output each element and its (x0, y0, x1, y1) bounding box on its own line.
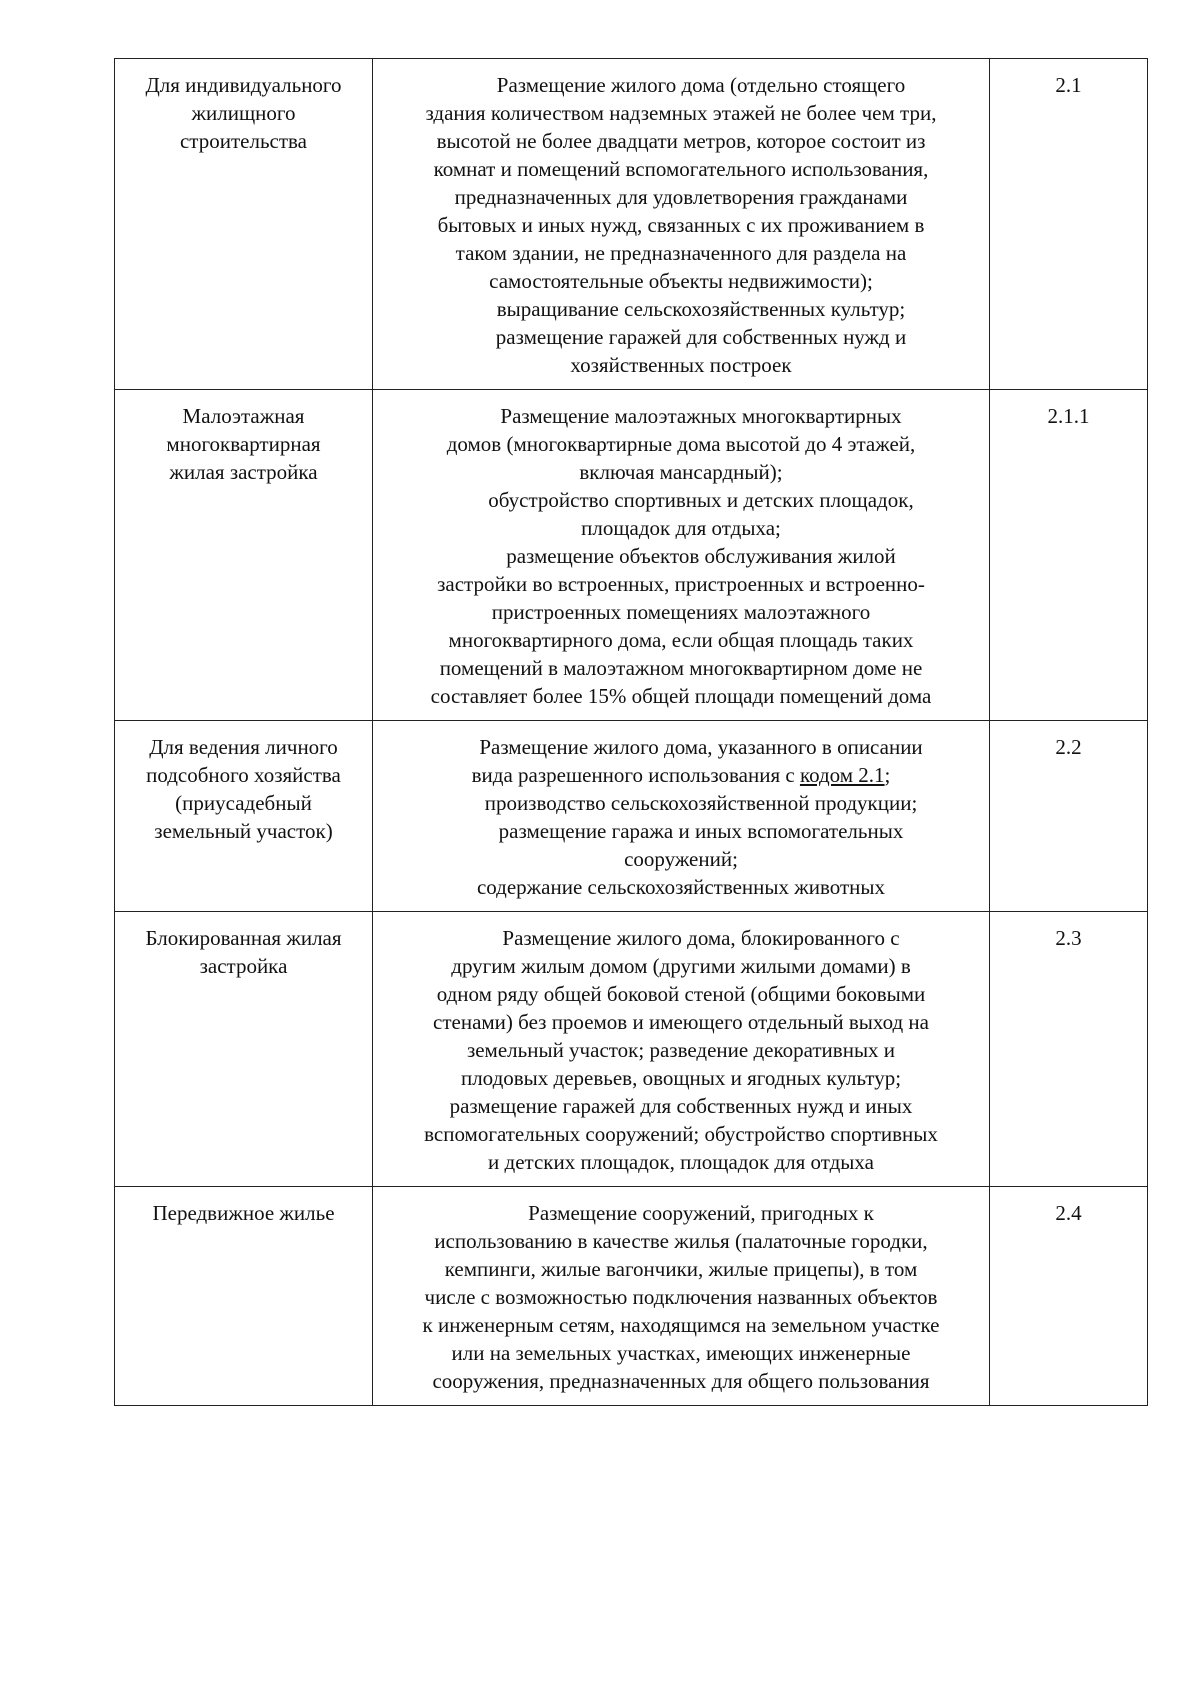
description-line: предназначенных для удовлетворения гражданами (454, 185, 908, 209)
description-line: земельный участок; разведение декоративных и (466, 1038, 896, 1062)
use-description (373, 912, 990, 1187)
description-line: производство сельскохозяйственной продукции; (484, 791, 918, 815)
description-text: вида разрешенного использования с (471, 763, 800, 787)
description-line: бытовых и иных нужд, связанных с их проживанием в (437, 213, 925, 237)
table-row (115, 390, 1148, 721)
use-code: 2.4 (990, 1187, 1148, 1406)
description-line: застройки во встроенных, пристроенных и встроенно- (437, 572, 925, 596)
description-line: включая мансардный); (579, 460, 783, 484)
description-line: числе с возможностью подключения названных объектов (424, 1285, 938, 1309)
description-line: таком здании, не предназначенного для раздела на (455, 241, 907, 265)
description-line: Размещение малоэтажных многоквартирных (500, 404, 902, 428)
use-description (373, 1187, 990, 1406)
description-line: использованию в качестве жилья (палаточные городки, (434, 1229, 928, 1253)
name-line: Передвижное жилье (152, 1201, 335, 1225)
code-reference-link[interactable]: кодом 2.1 (799, 763, 885, 787)
description-line: многоквартирного дома, если общая площадь таких (448, 628, 914, 652)
use-code: 2.2 (990, 721, 1148, 912)
description-line: другим жилым домом (другими жилыми домами) в (451, 954, 911, 978)
use-description (373, 721, 990, 912)
name-line: подсобного хозяйства (146, 763, 341, 787)
description-line: Размещение сооружений, пригодных к (528, 1201, 874, 1225)
description-line: сооружений; (624, 847, 738, 871)
table-row (115, 1187, 1148, 1406)
description-line: размещение гаражей для собственных нужд и (495, 325, 907, 349)
use-code: 2.3 (990, 912, 1148, 1187)
use-code: 2.1 (990, 59, 1148, 390)
use-type-name (115, 1187, 373, 1406)
description-line: одном ряду общей боковой стеной (общими боковыми (436, 982, 926, 1006)
table-row (115, 59, 1148, 390)
table-row (115, 721, 1148, 912)
description-line: Размещение жилого дома, указанного в описании (479, 735, 923, 759)
description-line: домов (многоквартирные дома высотой до 4 этажей, (446, 432, 916, 456)
use-description (373, 59, 990, 390)
description-line: помещений в малоэтажном многоквартирном доме не (439, 656, 923, 680)
use-code: 2.1.1 (990, 390, 1148, 721)
description-line: или на земельных участках, имеющих инженерные (451, 1341, 911, 1365)
use-type-name (115, 721, 373, 912)
name-line: Для индивидуального (145, 73, 342, 97)
description-line: содержание сельскохозяйственных животных (476, 875, 886, 899)
name-line: Блокированная жилая (145, 926, 342, 950)
name-line: строительства (179, 129, 307, 153)
description-line: выращивание сельскохозяйственных культур; (496, 297, 906, 321)
name-line: жилая застройка (169, 460, 318, 484)
name-line: Для ведения личного (149, 735, 338, 759)
description-line: размещение гаража и иных вспомогательных (498, 819, 904, 843)
name-line: застройка (199, 954, 288, 978)
description-line: размещение гаражей для собственных нужд и иных (449, 1094, 913, 1118)
name-line: Малоэтажная (182, 404, 305, 428)
name-line: земельный участок) (154, 819, 333, 843)
description-line: плодовых деревьев, овощных и ягодных культур; (460, 1066, 902, 1090)
description-line: комнат и помещений вспомогательного использования, (433, 157, 929, 181)
name-line: многоквартирная (166, 432, 321, 456)
name-line: (приусадебный (175, 791, 312, 815)
description-line: кемпинги, жилые вагончики, жилые прицепы), в том (444, 1257, 918, 1281)
description-line: высотой не более двадцати метров, которое состоит из (436, 129, 926, 153)
use-type-name (115, 59, 373, 390)
description-line: составляет более 15% общей площади помещений дома (430, 684, 932, 708)
name-line: жилищного (191, 101, 296, 125)
description-line: Размещение жилого дома (отдельно стоящего (496, 73, 906, 97)
description-line (381, 761, 981, 789)
description-line: вспомогательных сооружений; обустройство спортивных (424, 1122, 938, 1146)
use-type-name (115, 912, 373, 1187)
description-line: пристроенных помещениях малоэтажного (491, 600, 871, 624)
land-use-table (114, 58, 1148, 1406)
use-description (373, 390, 990, 721)
description-line: здания количеством надземных этажей не более чем три, (425, 101, 937, 125)
use-type-name (115, 390, 373, 721)
description-line: самостоятельные объекты недвижимости); (489, 269, 873, 293)
description-line: стенами) без проемов и имеющего отдельный выход на (433, 1010, 929, 1034)
description-line: сооружения, предназначенных для общего пользования (432, 1369, 930, 1393)
description-line: размещение объектов обслуживания жилой (506, 544, 896, 568)
description-line: к инженерным сетям, находящимся на земельном участке (422, 1313, 940, 1337)
description-line: и детских площадок, площадок для отдыха (488, 1150, 874, 1174)
description-line: площадок для отдыха; (581, 516, 781, 540)
description-line: обустройство спортивных и детских площадок, (488, 488, 914, 512)
description-line: хозяйственных построек (570, 353, 792, 377)
table-row (115, 912, 1148, 1187)
description-text: ; (884, 763, 891, 787)
description-line: Размещение жилого дома, блокированного с (502, 926, 900, 950)
